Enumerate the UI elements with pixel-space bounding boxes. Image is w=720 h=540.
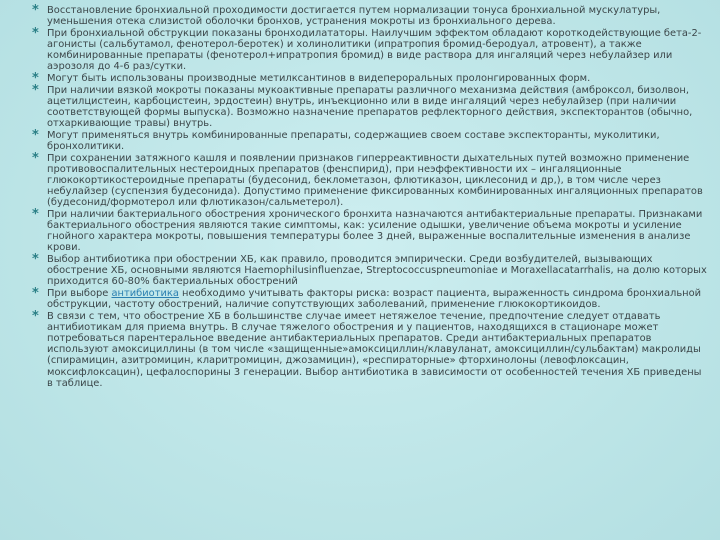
bullet-text: Восстановление бронхиальной проходимости достигается путем нормализации тонуса бронхиальной мускулатуры, уменьшения отека слизистой оболочки бронхов, устранения мокроты из бронхиального дерева. bbox=[47, 5, 661, 28]
asterisk-icon: * bbox=[32, 285, 39, 301]
bullet-item bbox=[32, 127, 708, 152]
bullet-item bbox=[32, 82, 708, 130]
bullet-item bbox=[32, 285, 708, 311]
bullet-item bbox=[32, 5, 708, 27]
bullet-text: При сохранении затяжного кашля и появлении признаков гиперреактивности дыхательных путей возможно применение противовоспалительных нестероидных препаратов (фенспирид), при неэффективности их – ингаляционные глюкокортикостероидные препараты (будесонид, беклометазон, флютиказон, циклесонид и др,), в том числе через небулайзер (суспензия будесонида). Допустимо применение фиксированных комбинированных ингаляционных препаратов (будесонид/формотерол или флютиказон/сальметерол). bbox=[47, 152, 703, 209]
bullet-text-before: При выборе bbox=[47, 287, 112, 299]
asterisk-icon: * bbox=[32, 150, 39, 166]
bullet-text: Выбор антибиотика при обострении ХБ, как правило, проводится эмпирически. Среди возбудителей, вызывающих обострение ХБ, основными являются Haemophilusinfluenzae, Streptococcuspneumoniae и Moraxellacatarrhalis, на долю которых приходится 60-80% бактериальных обострений bbox=[47, 253, 707, 288]
asterisk-icon: * bbox=[32, 3, 39, 18]
bullet-text: В связи с тем, что обострение ХБ в большинстве случае имеет нетяжелое течение, предпочтение следует отдавать антибиотикам для приема внутрь. В случае тяжелого обострения и у пациентов, находящихся в стационаре может потребоваться парентеральное введение антибактериальных препаратов. Среди антибактериальных препаратов используют амоксициллины (в том числе «защищенные»амоксициллин/клавуланат, амоксициллин/сульбактам) макролиды (спирамицин, азитромицин, кларитромицин, джозамицин), «респираторные» фторхинолоны (левофлоксацин, моксифлоксацин), цефалоспорины 3 генерации. Выбор антибиотика в зависимости от особенностей течения ХБ приведены в таблице. bbox=[47, 310, 702, 389]
asterisk-icon: * bbox=[32, 251, 39, 267]
bullet-item bbox=[32, 251, 708, 288]
bullet-text-after: необходимо учитывать факторы риска: возраст пациента, выраженность синдрома бронхиальной обструкции, частоту обострений, наличие сопутствующих заболеваний, применение глюкокортикоидов. bbox=[47, 287, 702, 311]
bullet-item bbox=[32, 70, 708, 86]
asterisk-icon: * bbox=[32, 206, 39, 222]
bullet-list bbox=[32, 5, 708, 389]
bullet-text: Могут быть использованы производные метилксантинов в видеперopальных пролонгированных форм. bbox=[47, 72, 591, 84]
bullet-item bbox=[32, 206, 708, 254]
bullet-text: При наличии бактериального обострения хронического бронхита назначаются антибактериальные препараты. Признаками бактериального обострения являются такие симптомы, как: усиление одышки, увеличение объема мокроты и усиление гнойного характера мокроты, повышения температуры более 3 дней, выраженные воспалительные изменения в анализе крови. bbox=[47, 208, 703, 254]
bullet-item bbox=[32, 25, 708, 73]
asterisk-icon: * bbox=[32, 127, 39, 143]
asterisk-icon: * bbox=[32, 308, 39, 324]
bullet-text: При бронхиальной обструкции показаны бронходилататоры. Наилучшим эффектом обладают короткодействующие бета-2-агонисты (сальбутамол, фенотерол-беротек) и холинолитики (ипратропия бромид-беродуал, атровент), а также комбинированные препараты (фенотерол+ипратропия бромид) в виде раствора для ингаляций через небулайзер или аэрозоля до 4-6 раз/сутки. bbox=[47, 27, 702, 73]
bullet-item bbox=[32, 308, 708, 389]
asterisk-icon: * bbox=[32, 25, 39, 41]
bullet-item bbox=[32, 150, 708, 209]
bullet-text: При наличии вязкой мокроты показаны мукоактивные препараты различного механизма действия (амброксол, бизолвон, ацетилцистеин, карбоцистеин, эрдостеин) внутрь, инъекционно или в виде ингаляций через небулайзер (при наличии соответствующей формы выпуска). Возможно назначение препаратов рефлекторного действия, экспекторантов (обычно, отхаркивающие травы) внутрь. bbox=[47, 84, 693, 130]
antibiotic-link[interactable]: антибиотика bbox=[111, 287, 179, 299]
bullet-text: Могут применяться внутрь комбинированные препараты, содержащиев своем составе экспекторанты, муколитики, бронхолитики. bbox=[47, 129, 660, 152]
asterisk-icon: * bbox=[32, 82, 39, 98]
asterisk-icon: * bbox=[32, 70, 39, 86]
